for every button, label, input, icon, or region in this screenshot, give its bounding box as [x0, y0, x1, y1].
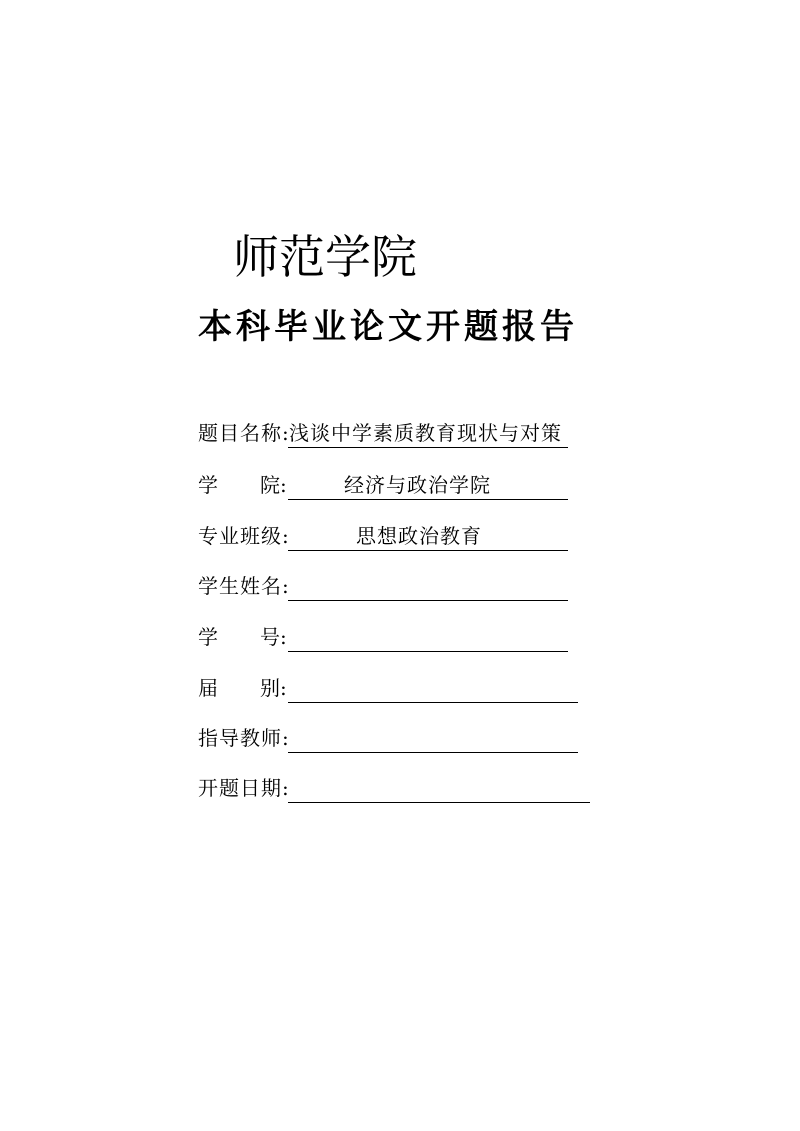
field-graduation-year-label-left: 届	[198, 676, 218, 700]
field-topic-value: 浅谈中学素质教育现状与对策	[289, 421, 562, 445]
field-student-id-label-right: 号	[260, 625, 280, 649]
field-topic-label-group	[198, 417, 288, 449]
field-student-name-label-group	[198, 570, 288, 602]
field-college-label-left: 学	[198, 473, 218, 497]
field-college-label	[198, 469, 280, 501]
school-name: 师范学院	[233, 230, 417, 284]
field-student-id-label-group	[198, 621, 288, 653]
field-college-label-group	[198, 469, 288, 501]
field-graduation-year-colon: :	[280, 676, 287, 700]
field-proposal-date-label-group	[198, 772, 288, 804]
field-student-id-colon: :	[280, 625, 287, 649]
field-graduation-year-label-group	[198, 672, 288, 704]
field-proposal-date-underline	[288, 772, 590, 803]
field-major-class-colon: :	[282, 524, 289, 548]
field-advisor-underline	[288, 722, 578, 753]
report-title: 本科毕业论文开题报告	[198, 307, 578, 347]
field-topic-label: 题目名称	[198, 421, 282, 445]
field-student-name-colon: :	[282, 574, 289, 598]
field-advisor-label: 指导教师	[198, 726, 282, 750]
field-student-id-label	[198, 621, 280, 653]
field-college-value: 经济与政治学院	[344, 473, 491, 497]
field-graduation-year-label-right: 别	[260, 676, 280, 700]
field-proposal-date-colon: :	[282, 776, 289, 800]
field-advisor-label-group	[198, 722, 288, 754]
field-proposal-date-label: 开题日期	[198, 776, 282, 800]
field-major-class-value: 思想政治教育	[356, 524, 482, 548]
field-graduation-year-label	[198, 672, 280, 704]
field-graduation-year-underline	[288, 672, 578, 703]
field-topic-colon: :	[282, 421, 289, 445]
field-advisor-colon: :	[282, 726, 289, 750]
field-college-colon: :	[280, 473, 287, 497]
field-student-name-label: 学生姓名	[198, 574, 282, 598]
field-student-id-label-left: 学	[198, 625, 218, 649]
field-student-id-underline	[288, 621, 568, 652]
field-student-name-underline	[288, 570, 568, 601]
field-major-class-label: 专业班级	[198, 524, 282, 548]
field-major-class-label-group	[198, 520, 288, 552]
field-college-label-right: 院	[260, 473, 280, 497]
